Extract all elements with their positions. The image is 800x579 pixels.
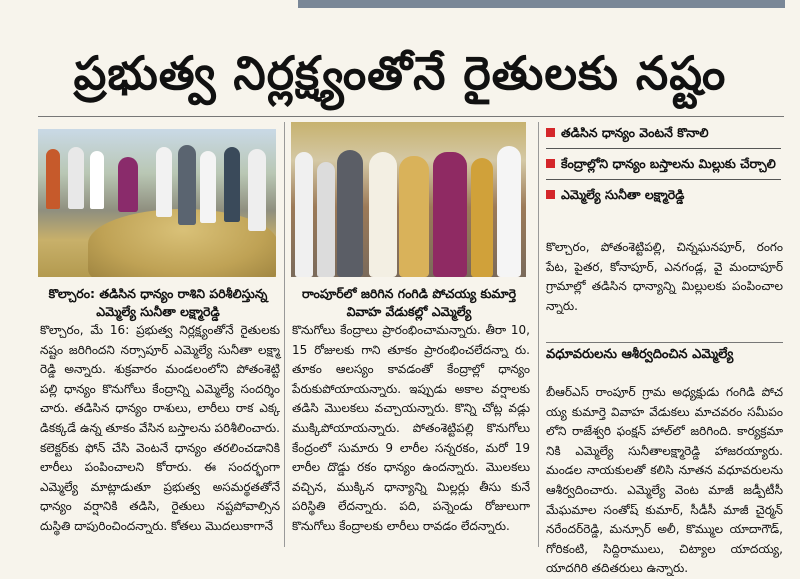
photo-grain-inspection bbox=[38, 129, 276, 277]
highlight-item: తడిసిన ధాన్యం వెంటనే కొనాలి bbox=[546, 124, 781, 142]
person-figure bbox=[68, 147, 84, 209]
person-figure bbox=[337, 150, 363, 277]
photo-caption: రాంపూర్‌లో జరిగిన గంగిడి పోచయ్య కుమార్తె వివాహ వేడుకల్లో ఎమ్మెల్యే bbox=[301, 286, 517, 319]
person-figure bbox=[295, 152, 313, 277]
groom-figure bbox=[369, 152, 397, 277]
bullet-icon bbox=[546, 128, 555, 137]
person-figure bbox=[471, 158, 493, 277]
person-figure bbox=[178, 145, 196, 225]
bullet-icon bbox=[546, 159, 555, 168]
headline-rule bbox=[38, 116, 784, 117]
top-bar bbox=[298, 0, 785, 8]
highlight-item: కేంద్రాల్లోని ధాన్యం బస్తాలను మిల్లుకు చేర్చాలి bbox=[546, 155, 781, 173]
column-divider bbox=[538, 122, 539, 547]
person-figure bbox=[224, 147, 240, 222]
subheading: వధూవరులను ఆశీర్వదించిన ఎమ్మెల్యే bbox=[546, 347, 734, 362]
bride-figure bbox=[399, 156, 429, 277]
bullet-icon bbox=[546, 190, 555, 199]
person-figure bbox=[118, 157, 138, 212]
divider bbox=[546, 342, 783, 343]
person-figure bbox=[433, 152, 467, 277]
person-figure bbox=[156, 147, 172, 217]
person-figure bbox=[497, 146, 521, 277]
photo-caption: కొల్చారం: తడిసిన ధాన్యం రాశిని పరిశీలిస్తున్న ఎమ్మెల్యే సునీతా లక్ష్మారెడ్డి bbox=[48, 286, 268, 319]
headline: ప్రభుత్వ నిర్లక్ష్యంతోనే రైతులకు నష్టం bbox=[73, 46, 727, 100]
person-figure bbox=[200, 151, 216, 223]
person-figure bbox=[90, 151, 104, 209]
article-column: కొల్చారం, పోతంశెట్టిపల్లి, చిన్నఘనపూర్, రంగం పేట, పైతర, కోనాపూర్, ఎనగండ్ల, వై మందాపూర్ గ్రామాల్లో తడిసిన ధాన్యాన్ని మిల్లులకు పంపించాల న్నారు. bbox=[546, 240, 783, 313]
person-figure bbox=[46, 149, 60, 209]
divider bbox=[546, 179, 781, 180]
article-column: బీఆర్ఎస్ రాంపూర్ గ్రామ అధ్యక్షుడు గంగిడి పోచ య్య కుమార్తె వివాహ వేడుకలు మాచవరం సమీపం లోని రాజేశ్వరి ఫంక్షన్ హాల్‌లో జరిగింది. కార్యక్రమా నికి ఎమ్మెల్యే సునీతాలక్ష్మారెడ్డి హాజరయ్యారు. మండల నాయకులతో కలిసి నూతన వధూవరులను ఆశీర్వదించారు. ఎమ్మెల్యే వెంట మాజీ జడ్పీటీసీ మేఘమాల సంతోష్ కుమార్, సీడీసీ మాజీ చైర్మన్ నరేందర్‌రెడ్డి, మన్సూర్ అలీ, కొమ్ముల యాదాగౌడ్, గోరికంటి, సిద్దిరాములు, చిట్యాల యాదయ్య, యాదగిరి తదితరులు ఉన్నారు. bbox=[546, 385, 783, 576]
article-column: కొనుగోలు కేంద్రాలు ప్రారంభించామన్నారు. తీరా 10, 15 రోజులకు గాని తూకం ప్రారంభించలేదన్నా రు. తూకం ఆలస్యం కావడంతో కేంద్రాల్లో ధాన్యం పేరుకుపోయాయన్నారు. ఇప్పుడు అకాల వర్షాలకు తడిసి మొలకలు వచ్చాయన్నారు. కొన్ని చోట్ల వడ్లు ముక్కిపోయాయన్నారు. పోతంశెట్టిపల్లి కొనుగోలు కేంద్రంలో సుమారు 9 లారీల సన్నరకం, మరో 19 లారీల దొడ్డు రకం ధాన్యం ఉందన్నారు. మొలకలు వచ్చిన, ముక్కిన ధాన్యాన్ని మిల్లర్లు తీసు కునే పరిస్థితి లేదన్నారు. పది, పన్నెండు రోజులుగా కొనుగోలు కేంద్రాలకు లారీలు రావడం లేదన్నారు. bbox=[292, 323, 530, 533]
column-divider bbox=[284, 122, 285, 547]
article-column: కొల్చారం, మే 16: ప్రభుత్వ నిర్లక్ష్యంతోనే రైతులకు నష్టం జరిగిందని నర్సాపూర్ ఎమ్మెల్యే సునీతా లక్ష్మా రెడ్డి అన్నారు. శుక్రవారం మండలంలోని పోతంశెట్టి పల్లి ధాన్యం కొనుగోలు కేంద్రాన్ని ఎమ్మెల్యే సందర్శిం చారు. తడిసిన ధాన్యం రాశులు, లారీలు రాక ఎక్క డికక్కడే ఉన్న తూకం వేసిన బస్తాలను పరిశీలించారు. కలెక్టర్‌కు ఫోన్ చేసి వెంటనే ధాన్యం తరలించడానికి లారీలు పంపించాలని కోరారు. ఈ సందర్భంగా ఎమ్మెల్యే మాట్లాడుతూ ప్రభుత్వ అసమర్థతతోనే ధాన్యం వర్షానికి తడిసి, రైతులు నష్టపోవాల్సిన దుస్థితి దాపురించిందన్నారు. కోతలు మొదలుకాగానే bbox=[40, 323, 280, 533]
highlight-item: ఎమ్మెల్యే సునీతా లక్ష్మారెడ్డి bbox=[546, 186, 781, 204]
person-figure bbox=[248, 149, 266, 231]
photo-wedding bbox=[291, 122, 526, 277]
divider bbox=[546, 148, 781, 149]
highlights-box bbox=[546, 124, 781, 210]
person-figure bbox=[317, 162, 335, 277]
